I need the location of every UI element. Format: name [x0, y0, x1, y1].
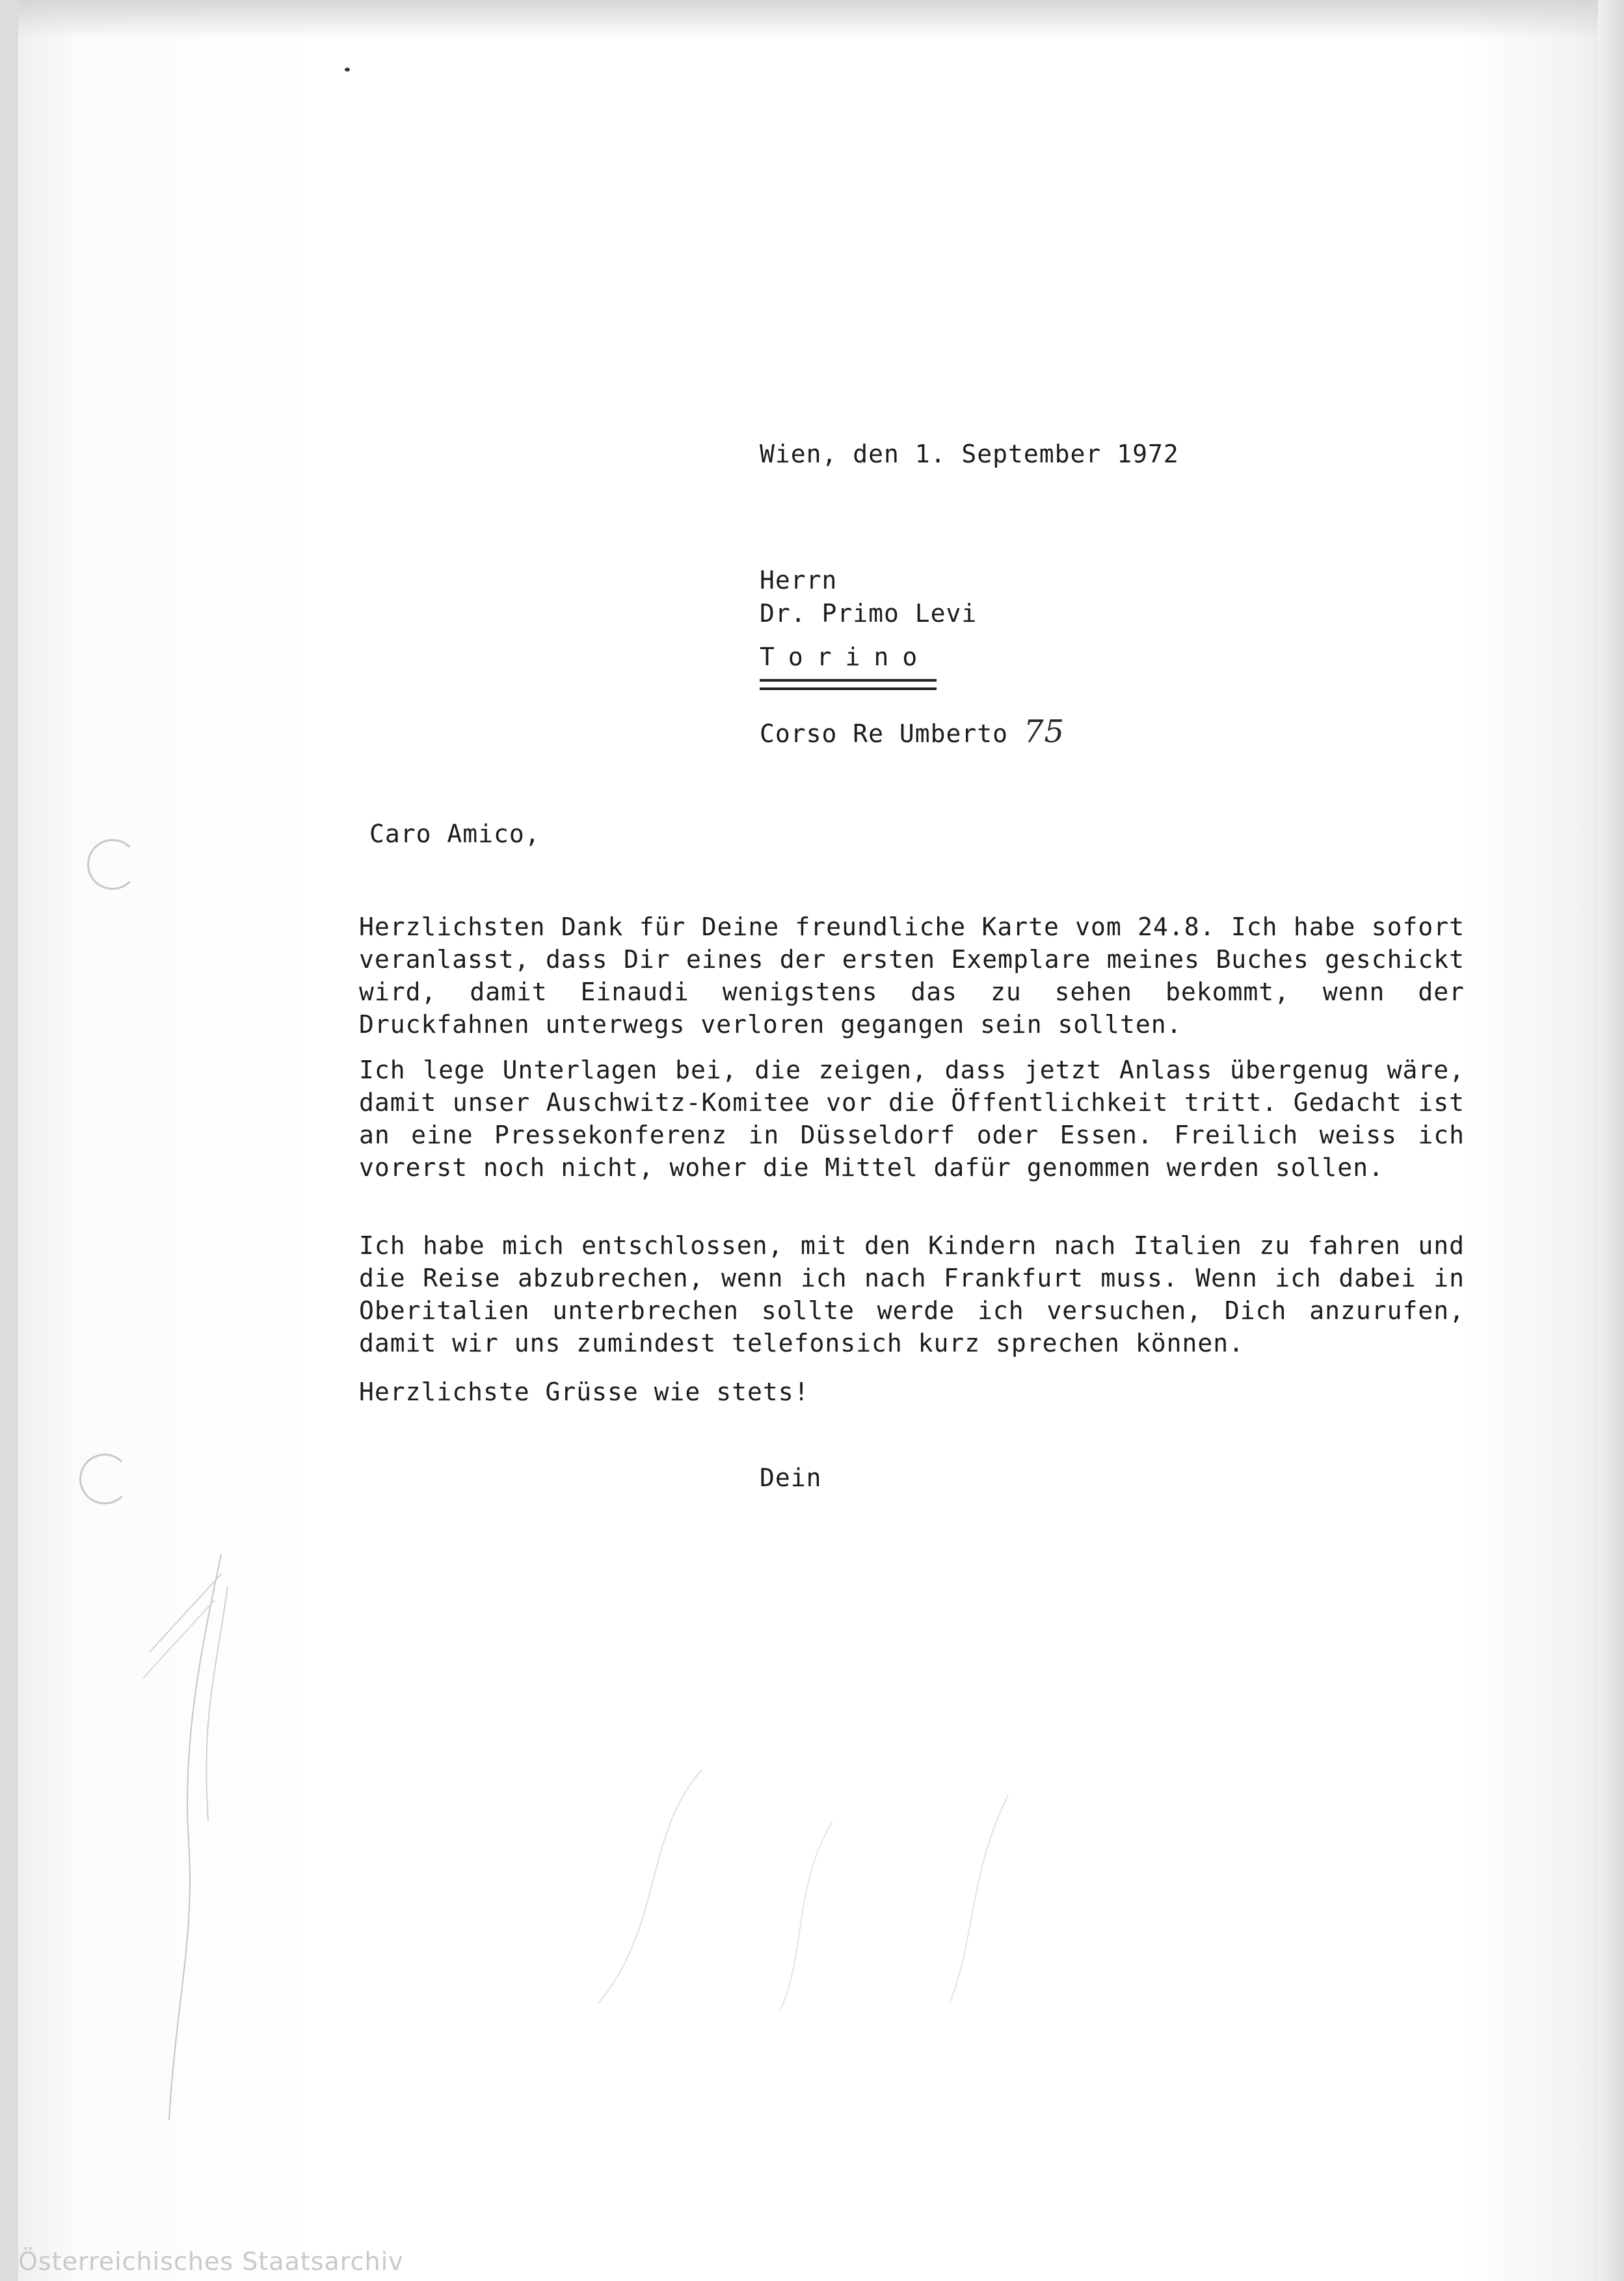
punch-hole-lower: [79, 1454, 130, 1504]
paper-crease-marks-center: [585, 1756, 1041, 2016]
city-underline-bottom: [760, 687, 937, 690]
scan-shadow-top: [0, 0, 1624, 39]
scan-edge-left: [0, 0, 18, 2281]
letter-paragraph-2: Ich lege Unterlagen bei, die zeigen, dass jetzt Anlass übergenug wäre, damit unser Auschwitz-Komitee vor die Öffentlichkeit tritt. Gedacht ist an eine Pressekonferenz in Düsseldorf oder Essen. Freilich weiss ich vorerst noch nicht, woher die Mittel dafür genommen werden sollen.: [359, 1056, 1465, 1182]
letter-signature: Dein: [760, 1463, 822, 1492]
ink-speck: [345, 68, 350, 72]
letter-greeting: Caro Amico,: [369, 820, 540, 848]
punch-hole-upper: [87, 839, 138, 890]
recipient-street: Corso Re Umberto: [760, 719, 1009, 748]
archive-watermark: Österreichisches Staatsarchiv: [18, 2247, 404, 2276]
city-underline-top: [760, 679, 937, 682]
recipient-name: Dr. Primo Levi: [760, 599, 978, 628]
recipient-salutation: Herrn: [760, 566, 838, 594]
scan-edge-right: [1598, 0, 1624, 2281]
handwritten-street-number: 75: [1023, 714, 1065, 750]
letter-closing: Herzlichste Grüsse wie stets!: [359, 1378, 810, 1406]
letter-date: Wien, den 1. September 1972: [760, 440, 1179, 468]
recipient-street-line: [760, 714, 1065, 750]
letter-paragraph-3: Ich habe mich entschlossen, mit den Kindern nach Italien zu fahren und die Reise abzubrechen, wenn ich nach Frankfurt muss. Wenn ich dabei in Oberitalien unterbrechen sollte werde ich versuchen, Dich anzurufen, damit wir uns zumindest telefonsich kurz sprechen können.: [359, 1231, 1465, 1357]
paper-crease-marks: [124, 1548, 267, 2133]
letter-paragraph-1: Herzlichsten Dank für Deine freundliche Karte vom 24.8. Ich habe sofort veranlasst, dass Dir eines der ersten Exemplare meines Buches geschickt wird, damit Einaudi wenigstens das zu sehen bekommt, wenn der Druckfahnen unterwegs verloren gegangen sein sollten.: [359, 913, 1465, 1039]
recipient-city: Torino: [760, 643, 931, 671]
